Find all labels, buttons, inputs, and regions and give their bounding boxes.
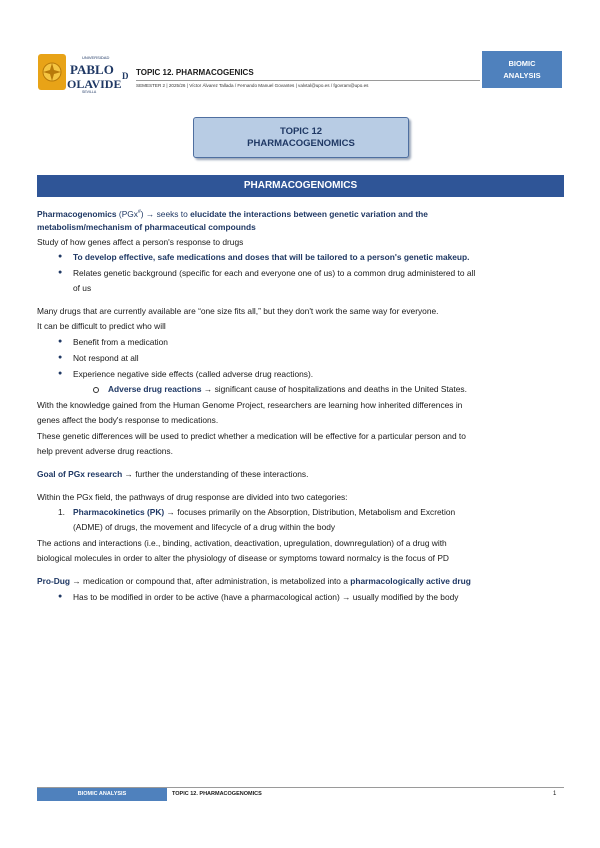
goal-rest: → further the understanding of these interactions. bbox=[122, 469, 309, 479]
paragraph-differences-line2: help prevent adverse drug reactions. bbox=[37, 446, 173, 456]
term-active-drug: pharmacologically active drug bbox=[350, 576, 471, 586]
footer-badge: BIOMIC ANALYSIS bbox=[37, 788, 167, 801]
numbered-item-number: 1. bbox=[58, 507, 65, 517]
term-sup: # bbox=[138, 209, 141, 215]
logo-text-main2: OLAVIDE bbox=[67, 77, 122, 91]
term-pk: Pharmacokinetics (PK) bbox=[73, 507, 165, 517]
pk-rest: → focuses primarily on the Absorption, Distribution, Metabolism and Excretion bbox=[164, 507, 456, 517]
header-badge-line2: ANALYSIS bbox=[503, 70, 541, 80]
adverse-rest: → significant cause of hospitalizations and deaths in the United States. bbox=[201, 384, 467, 394]
paragraph-actions-line2: biological molecules in order to alter the physiology of disease or symptoms toward normalcy is the focus of PD bbox=[37, 553, 449, 563]
paragraph-definition bbox=[37, 207, 428, 220]
logo-text-d: D bbox=[122, 71, 129, 81]
paragraph-hgp: With the knowledge gained from the Human Genome Project, researchers are learning how inherited differences in bbox=[37, 400, 463, 410]
logo-text-top: UNIVERSIDAD bbox=[82, 55, 110, 60]
logo-text-main1: PABLO bbox=[70, 62, 114, 77]
university-logo bbox=[38, 52, 130, 94]
term-adverse: Adverse drug reactions bbox=[108, 384, 202, 394]
paragraph-pathways: Within the PGx field, the pathways of drug response are divided into two categories: bbox=[37, 492, 348, 502]
header-divider bbox=[136, 80, 480, 81]
term-prodrug: Pro-Dug bbox=[37, 576, 71, 586]
term-arrow: ) → seeks to bbox=[140, 208, 191, 219]
paragraph-one-size: Many drugs that are currently available are “one size fits all,” but they don't work the same way for everyone. bbox=[37, 306, 439, 316]
term-elucidate: elucidate the interactions bbox=[190, 208, 292, 219]
paragraph-goal bbox=[37, 469, 308, 480]
numbered-item-pk-line2: (ADME) of drugs, the movement and lifecycle of a drug within the body bbox=[73, 522, 336, 532]
footer-title: TOPIC 12. PHARMACOGENOMICS bbox=[172, 791, 262, 797]
term-goal: Goal of PGx research bbox=[37, 469, 123, 479]
numbered-item-pk bbox=[73, 507, 455, 518]
bullet-relates-line2: of us bbox=[73, 283, 92, 293]
paragraph-predict: It can be difficult to predict who will bbox=[37, 321, 166, 331]
bullet-dot: ● bbox=[58, 593, 63, 600]
bullet-modified: Has to be modified in order to be active (have a pharmacological action) → usually modified by the body bbox=[73, 592, 459, 602]
topic-number: TOPIC 12 bbox=[279, 125, 323, 137]
term-rest: between genetic variation and the bbox=[291, 208, 428, 219]
page-number: 1 bbox=[553, 791, 557, 797]
bullet-relates: Relates genetic background (specific for each and everyone one of us) to a common drug administered to all bbox=[73, 268, 476, 278]
prodrug-mid: → medication or compound that, after administration, is metabolized into a bbox=[70, 576, 351, 586]
bullet-dot: ● bbox=[58, 370, 63, 377]
sub-bullet-adverse bbox=[108, 384, 467, 395]
bullet-dot: ● bbox=[58, 269, 63, 276]
header-badge bbox=[482, 51, 562, 88]
topic-name: PHARMACOGENOMICS bbox=[247, 137, 355, 149]
bullet-develop: To develop effective, safe medications and doses that will be tailored to a person's genetic makeup. bbox=[73, 252, 470, 262]
paragraph-prodrug bbox=[37, 576, 471, 587]
bullet-dot: ● bbox=[58, 253, 63, 260]
paragraph-actions: The actions and interactions (i.e., binding, activation, deactivation, upregulation, downregulation) of a drug with bbox=[37, 538, 447, 548]
bullet-dot: ● bbox=[58, 354, 63, 361]
bullet-not-respond: Not respond at all bbox=[73, 353, 139, 363]
bullet-benefit: Benefit from a medication bbox=[73, 337, 168, 347]
bullet-dot: ● bbox=[58, 338, 63, 345]
paragraph-study: Study of how genes affect a person's response to drugs bbox=[37, 237, 244, 247]
sub-bullet-circle bbox=[93, 387, 99, 393]
header-meta: SEMESTER 2 | 2025/26 | Víctor Álvarez Tallada / Fernando Manuel Govantes | valvtal@upo.es / fgovram@upo.es bbox=[136, 83, 369, 88]
term-abbr: (PGx bbox=[116, 208, 138, 219]
logo-text-bottom: SEVILLA bbox=[82, 90, 97, 94]
paragraph-differences: These genetic differences will be used to predict whether a medication will be effective for a particular person and to bbox=[37, 431, 466, 441]
bullet-negative: Experience negative side effects (called adverse drug reactions). bbox=[73, 369, 314, 379]
paragraph-definition-line2: metabolism/mechanism of pharmaceutical compounds bbox=[37, 222, 256, 232]
paragraph-hgp-line2: genes affect the body's response to medications. bbox=[37, 415, 219, 425]
term-pharmacogenomics: Pharmacogenomics bbox=[37, 208, 117, 219]
topic-title-box bbox=[193, 117, 409, 158]
header-title: TOPIC 12. PHARMACOGENICS bbox=[136, 68, 254, 77]
section-title-bar: PHARMACOGENOMICS bbox=[37, 175, 564, 197]
header-badge-line1: BIOMIC bbox=[508, 58, 536, 68]
